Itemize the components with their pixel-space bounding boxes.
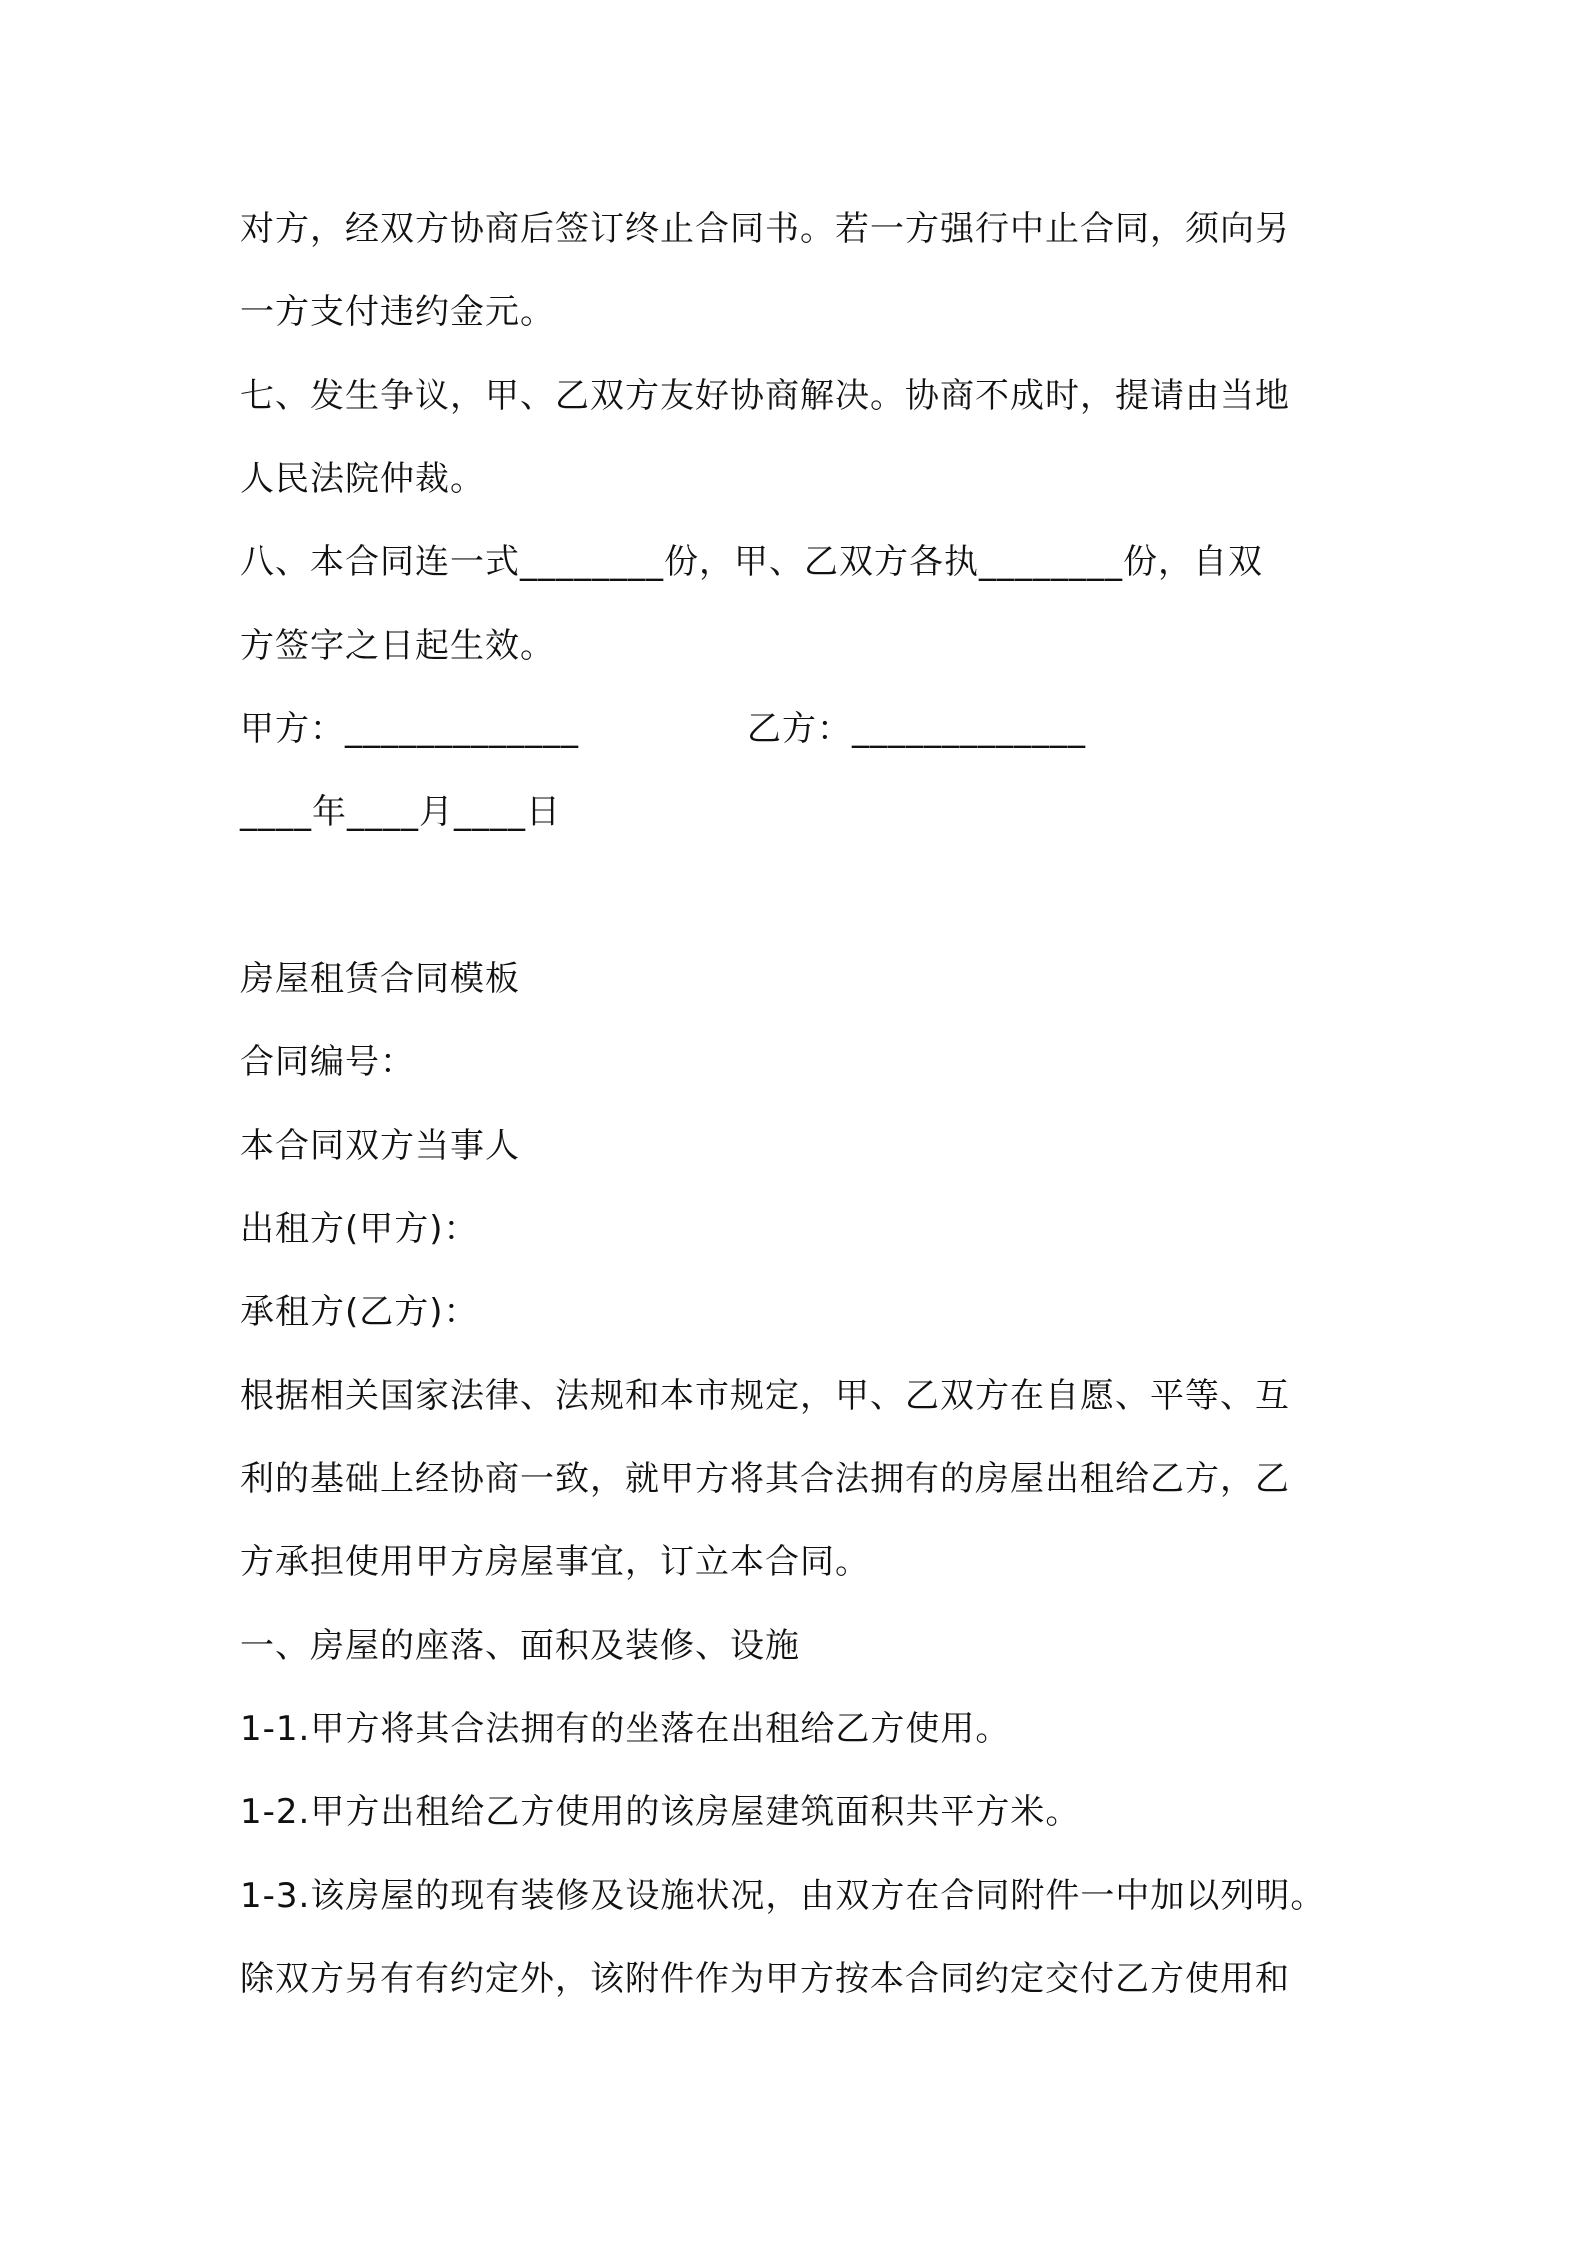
- text-line: 对方，经双方协商后签订终止合同书。若一方强行中止合同，须向另: [240, 209, 1290, 249]
- preamble-line: 方承担使用甲方房屋事宜，订立本合同。: [240, 1542, 870, 1582]
- text-line: 方签字之日起生效。: [240, 626, 555, 666]
- parties-heading: 本合同双方当事人: [240, 1126, 520, 1166]
- clause-1-3: 1-3.该房屋的现有装修及设施状况，由双方在合同附件一中加以列明。: [240, 1876, 1326, 1916]
- text-line: 人民法院仲裁。: [240, 459, 485, 499]
- party-a-signature: 甲方：_____________: [240, 709, 579, 749]
- clause-eight: 八、本合同连一式________份，甲、乙双方各执________份，自双: [240, 542, 1263, 582]
- clause-seven: 七、发生争议，甲、乙双方友好协商解决。协商不成时，提请由当地: [240, 376, 1290, 416]
- text-line: 一方支付违约金元。: [240, 292, 555, 332]
- document-title: 房屋租赁合同模板: [240, 959, 520, 999]
- preamble-line: 利的基础上经协商一致，就甲方将其合法拥有的房屋出租给乙方，乙: [240, 1459, 1290, 1499]
- party-b-signature: 乙方：_____________: [747, 709, 1086, 749]
- text-line: 除双方另有有约定外，该附件作为甲方按本合同约定交付乙方使用和: [240, 1959, 1290, 1999]
- lessor-field: 出租方(甲方)：: [240, 1209, 479, 1249]
- contract-number: 合同编号：: [240, 1042, 415, 1082]
- clause-1-1: 1-1.甲方将其合法拥有的坐落在出租给乙方使用。: [240, 1709, 1011, 1749]
- section-heading: 一、房屋的座落、面积及装修、设施: [240, 1626, 800, 1666]
- lessee-field: 承租方(乙方)：: [240, 1292, 479, 1332]
- preamble-line: 根据相关国家法律、法规和本市规定，甲、乙双方在自愿、平等、互: [240, 1376, 1290, 1416]
- signature-date: ____年____月____日: [240, 792, 561, 832]
- clause-1-2: 1-2.甲方出租给乙方使用的该房屋建筑面积共平方米。: [240, 1792, 1081, 1832]
